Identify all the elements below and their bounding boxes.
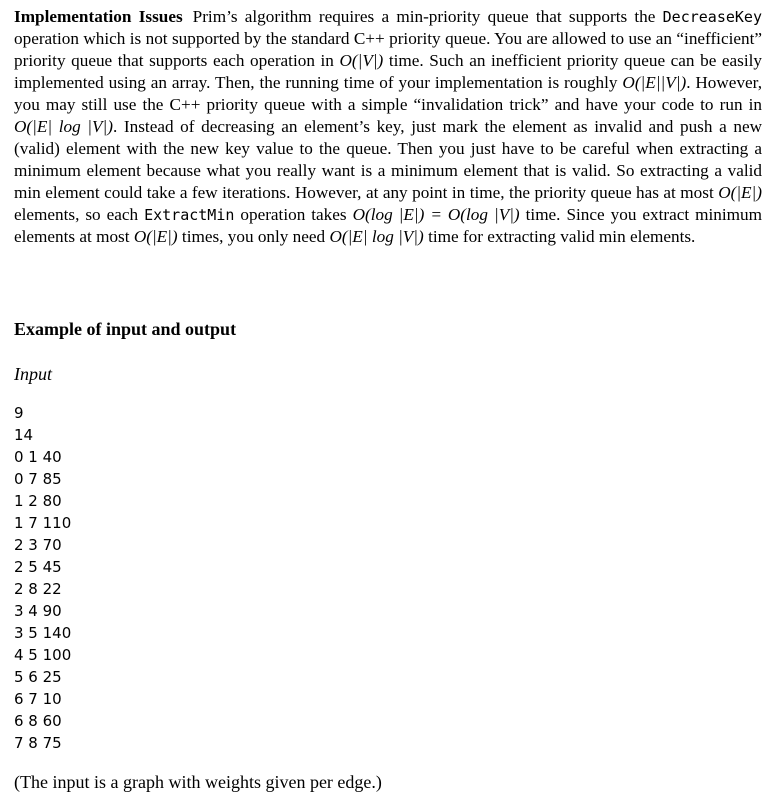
inline-math: O(|E||V|) bbox=[622, 73, 687, 92]
inline-code: ExtractMin bbox=[144, 206, 235, 224]
input-note: (The input is a graph with weights given per edge.) bbox=[14, 772, 382, 792]
inline-math: O(|E| log |V|) bbox=[329, 227, 424, 246]
document-page bbox=[14, 6, 763, 792]
input-line: 1 2 80 bbox=[14, 492, 62, 510]
inline-math: O(|E| log |V|) bbox=[14, 117, 113, 136]
paragraph-text: elements, so each bbox=[14, 205, 145, 224]
paragraph-text: time for extracting valid min elements. bbox=[423, 227, 696, 246]
paragraph-text: times, you only need bbox=[177, 227, 330, 246]
paragraph-text: Prim’s algorithm requires a min-priority queue that supports the bbox=[192, 7, 663, 26]
inline-math: O(|V|) bbox=[339, 51, 384, 70]
implementation-issues-paragraph bbox=[14, 6, 762, 248]
inline-math: O(|E|) bbox=[133, 227, 178, 246]
input-line: 7 8 75 bbox=[14, 734, 62, 752]
section-title: Example of input and output bbox=[14, 319, 237, 339]
input-line: 6 7 10 bbox=[14, 690, 62, 708]
inline-code: DecreaseKey bbox=[662, 8, 762, 26]
input-line: 9 bbox=[14, 404, 24, 422]
input-line: 4 5 100 bbox=[14, 646, 72, 664]
input-line: 0 1 40 bbox=[14, 448, 62, 466]
inline-math: O(log |E|) = O(log |V|) bbox=[352, 205, 520, 224]
input-listing bbox=[14, 402, 71, 754]
paragraph-text: operation takes bbox=[234, 205, 353, 224]
input-line: 6 8 60 bbox=[14, 712, 62, 730]
input-line: 3 5 140 bbox=[14, 624, 72, 642]
paragraph-text: . Instead of decreasing an element’s key, just mark the element as invalid and push a new (valid) element with the new key value to the queue. Then you just have to be careful when extracting a minimum element because what you really want is a minimum element that is valid. So extracting a valid min element could take a few iterations. However, at any point in time, the priority queue has at most bbox=[14, 117, 762, 202]
input-line: 14 bbox=[14, 426, 34, 444]
paragraph-body bbox=[14, 7, 762, 246]
paragraph-text: operation which is not supported by the standard C++ priority queue. You are allowed to use an “inefficient” priority queue that supports each operation in bbox=[14, 29, 762, 70]
inline-math: O(|E|) bbox=[718, 183, 762, 202]
input-line: 2 3 70 bbox=[14, 536, 62, 554]
input-line: 1 7 110 bbox=[14, 514, 72, 532]
paragraph-text: time. Such an inefficient priority queue can be easily implemented using an array. Then, the running time of your implementation is roughly bbox=[14, 51, 763, 92]
paragraph-heading: Implementation Issues bbox=[14, 7, 183, 26]
input-label: Input bbox=[14, 364, 52, 384]
input-line: 5 6 25 bbox=[14, 668, 62, 686]
paragraph-text: time. Since you extract minimum elements at most bbox=[14, 205, 762, 246]
input-line: 2 8 22 bbox=[14, 580, 62, 598]
input-line: 2 5 45 bbox=[14, 558, 62, 576]
paragraph-text: . However, you may still use the C++ priority queue with a simple “invalidation trick” and have your code to run in bbox=[14, 73, 762, 114]
input-line: 0 7 85 bbox=[14, 470, 62, 488]
input-line: 3 4 90 bbox=[14, 602, 62, 620]
